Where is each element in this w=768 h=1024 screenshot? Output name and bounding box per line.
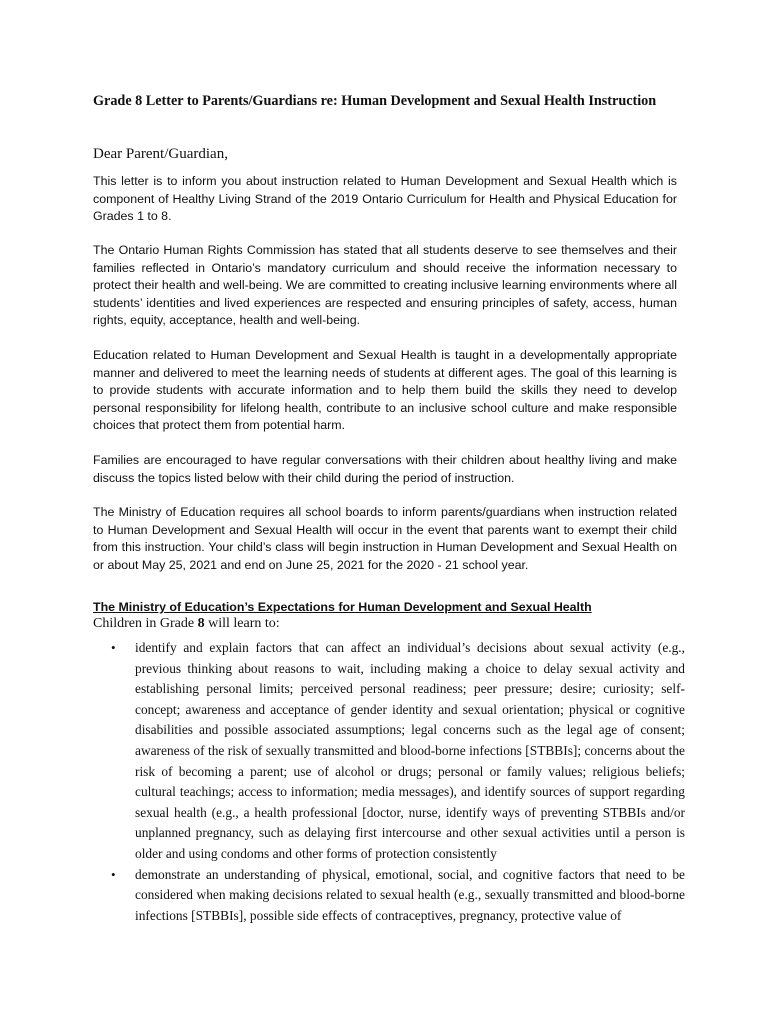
list-item [93, 865, 685, 927]
greeting: Dear Parent/Guardian, [93, 146, 228, 162]
paragraph-family-conversations: Families are encouraged to have regular conversations with their children about healthy living and make discuss the topics listed below with their child during the period of instruction. [93, 453, 677, 485]
expectations-list [93, 638, 685, 926]
letter-title: Grade 8 Letter to Parents/Guardians re: Human Development and Sexual Health Instruction [93, 93, 657, 109]
grade-number: 8 [197, 616, 205, 631]
expectations-heading: The Ministry of Education’s Expectations for Human Development and Sexual Health [93, 600, 592, 614]
paragraph-education-approach: Education related to Human Development and Sexual Health is taught in a developmentally appropriate manner and delivered to meet the learning needs of students at different ages. The goal of this learning is to provide students with accurate information and to help them build the skills they need to develop personal responsibility for lifelong health, contribute to an inclusive school culture and make responsible choices that protect them from potential harm. [93, 348, 677, 433]
paragraph-purpose: This letter is to inform you about instruction related to Human Development and Sexual Health which is component of Healthy Living Strand of the 2019 Ontario Curriculum for Health and Physical Education for Grades 1 to 8. [93, 174, 677, 224]
bullet-icon: • [111, 640, 116, 655]
paragraph-ministry-notice: The Ministry of Education requires all school boards to inform parents/guardians when instruction related to Human Development and Sexual Health will occur in the event that parents want to exempt their child from this instruction. Your child’s class will begin instruction in Human Development and Sexual Health on or about May 25, 2021 and end on June 25, 2021 for the 2020 - 21 school year. [93, 505, 677, 572]
paragraph-human-rights: The Ontario Human Rights Commission has stated that all students deserve to see themselves and their families reflected in Ontario’s mandatory curriculum and should receive the information necessary to protect their health and well-being. We are committed to creating inclusive learning environments where all students’ identities and lived experiences are respected and ensuring principles of safety, access, human rights, equity, acceptance, health and well-being. [93, 243, 677, 328]
list-item-text: demonstrate an understanding of physical, emotional, social, and cognitive factors that need to be considered when making decisions related to sexual health (e.g., sexually transmitted and blood-borne infections [STBBIs], possible side effects of contraceptives, pregnancy, protective value of [135, 866, 685, 923]
expectations-intro: Children in Grade 8 will learn to: [93, 616, 280, 631]
list-item-text: identify and explain factors that can affect an individual’s decisions about sexual activity (e.g., previous thinking about reasons to wait, including making a choice to delay sexual activity and establishing personal limits; perceived personal readiness; peer pressure; desire; curiosity; self-concept; awareness and acceptance of gender identity and sexual orientation; physical or cognitive disabilities and possible associated assumptions; legal concerns such as the legal age of consent; awareness of the risk of sexually transmitted and blood-borne infections [STBBIs]; concerns about the risk of becoming a parent; use of alcohol or drugs; personal or family values; religious beliefs; cultural teachings; access to information; media messages), and identify sources of support regarding sexual health (e.g., a health professional [doctor, nurse, identify ways of preventing STBBIs and/or unplanned pregnancy, such as delaying first intercourse and other sexual activities until a person is older and using condoms and other forms of protection consistently [135, 640, 685, 861]
list-item [93, 638, 685, 865]
bullet-icon: • [111, 866, 116, 882]
